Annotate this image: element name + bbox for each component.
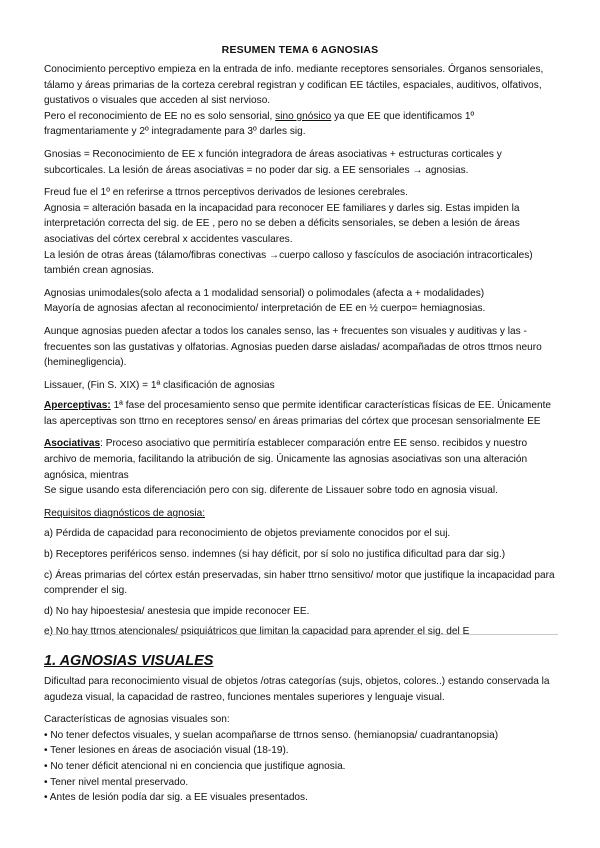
- document-title: RESUMEN TEMA 6 AGNOSIAS: [221, 44, 379, 56]
- feature-item: • Antes de lesión podía dar sig. a EE visuales presentados.: [44, 792, 308, 804]
- feature-item: • No tener defectos visuales, y suelan acompañarse de ttrnos senso. (hemianopsia/ cuadrantanopsia): [44, 729, 499, 741]
- aperceptivas-label: Aperceptivas:: [44, 400, 111, 412]
- asociativas-line-2: Se sigue usando esta diferenciación pero con sig. diferente de Lissauer sobre todo en agnosia visual.: [44, 485, 498, 497]
- requisito-item: d) No hay hipoestesia/ anestesia que impide reconocer EE.: [44, 605, 310, 617]
- feature-item: • Tener lesiones en áreas de asociación visual (18-19).: [44, 745, 289, 757]
- freud-line-3: La lesión de otras áreas (tálamo/fibras conectivas →cuerpo calloso y fascículos de asociación intracorticales) también crean agnosias.: [44, 249, 533, 277]
- intro-line-2-post: ya que EE que identificamos 1º fragmentariamente y 2º integradamente para 3º darles sig.: [44, 110, 475, 138]
- asociativas-paragraph: [44, 436, 559, 498]
- requisito-item: a) Pérdida de capacidad para reconocimiento de objetos previamente conocidos por el suj.: [44, 528, 451, 540]
- requisito-item: e) No hay ttrnos atencionales/ psiquiátricos que limitan la capacidad para aprender el sig. del E: [44, 626, 470, 638]
- gnosias-paragraph: Gnosias = Reconocimiento de EE x función integradora de áreas asociativas + estructuras corticales y subcorticales. La lesión de áreas asociativas = no poder dar sig. a EE sensoriales → agnosias.: [44, 148, 502, 176]
- asociativas-label: Asociativas: [44, 438, 101, 450]
- requisito-item: c) Áreas primarias del córtex están preservadas, sin haber ttrno sensitivo/ motor que justifique la incapacidad para comprender el sig.: [44, 569, 555, 597]
- freud-line-1: Freud fue el 1º en referirse a ttrnos perceptivos derivados de lesiones cerebrales.: [44, 187, 408, 199]
- freud-line-2: Agnosia = alteración basada en la incapacidad para reconocer EE familiares y darles sig. Estas impiden la interpretación correcta del sig. de EE , pero no se deben a déficits sensoriales, se deben a lesión de áreas asociativas del córtex cerebral x accidentes vasculares.: [44, 202, 520, 245]
- lissauer-line: Lissauer, (Fin S. XIX) = 1ª clasificación de agnosias: [44, 379, 275, 391]
- canales-paragraph: Aunque agnosias pueden afectar a todos los canales senso, las + frecuentes son visuales y auditivas y las - frecuentes son las gustativas y olfatorias. Agnosias pueden darse aisladas/ acompañadas de otros ttrnos neuro (heminegligencia).: [44, 325, 542, 369]
- unimodal-line-1: Agnosias unimodales(solo afecta a 1 modalidad sensorial) o polimodales (afecta a + modalidades): [44, 287, 485, 299]
- intro-underlined-term: sino gnósico: [275, 110, 332, 122]
- unimodal-paragraph: [44, 286, 559, 317]
- section1-body: [44, 674, 559, 806]
- summary-body: [44, 62, 559, 645]
- asociativas-text: : Proceso asociativo que permitiría establecer comparación entre EE senso. recibidos y nuestro archivo de memoria, facilitando la atribución de sig. Únicamente las agnosias asociativas son una alteración agnósica, mientras: [44, 438, 528, 481]
- aperceptivas-paragraph: [44, 398, 559, 429]
- aperceptivas-text: 1ª fase del procesamiento senso que permite identificar características físicas de EE. Únicamente las aperceptivas son ttrno en receptores senso/ en áreas primarias del córtex que procesan sensorialmente EE: [44, 400, 551, 427]
- section-heading-agnosias-visuales: 1. AGNOSIAS VISUALES: [44, 653, 214, 669]
- feature-item: • Tener nivel mental preservado.: [44, 776, 189, 788]
- requisitos-heading: Requisitos diagnósticos de agnosia:: [44, 507, 206, 519]
- requisito-item: b) Receptores periféricos senso. indemnes (si hay déficit, por sí solo no justifica dificultad para dar sig.): [44, 549, 506, 561]
- freud-paragraph: [44, 185, 559, 279]
- features-heading: Características de agnosias visuales son:: [44, 714, 230, 726]
- unimodal-line-2: Mayoría de agnosias afectan al reconocimiento/ interpretación de EE en ½ cuerpo= hemiagnosias.: [44, 303, 486, 315]
- intro-paragraph: [44, 62, 559, 140]
- section-divider: [44, 634, 558, 635]
- intro-line-1: Conocimiento perceptivo empieza en la entrada de info. mediante receptores sensoriales. Órganos sensoriales, tálamo y áreas primarias de la corteza cerebral registran y codifican EE táctiles, espaciales, auditivos, olfativos, gustativos o visuales que acceden al sist nervioso.: [44, 64, 544, 107]
- intro-line-2-pre: Pero el reconocimiento de EE no es solo sensorial,: [44, 110, 276, 122]
- feature-item: • No tener déficit atencional ni en conciencia que justifique agnosia.: [44, 760, 346, 772]
- section1-intro: Dificultad para reconocimiento visual de objetos /otras categorías (sujs, objetos, colores..) estando conservada la agudeza visual, la capacidad de rastreo, funciones mentales superiores y lenguaje visual.: [44, 676, 550, 703]
